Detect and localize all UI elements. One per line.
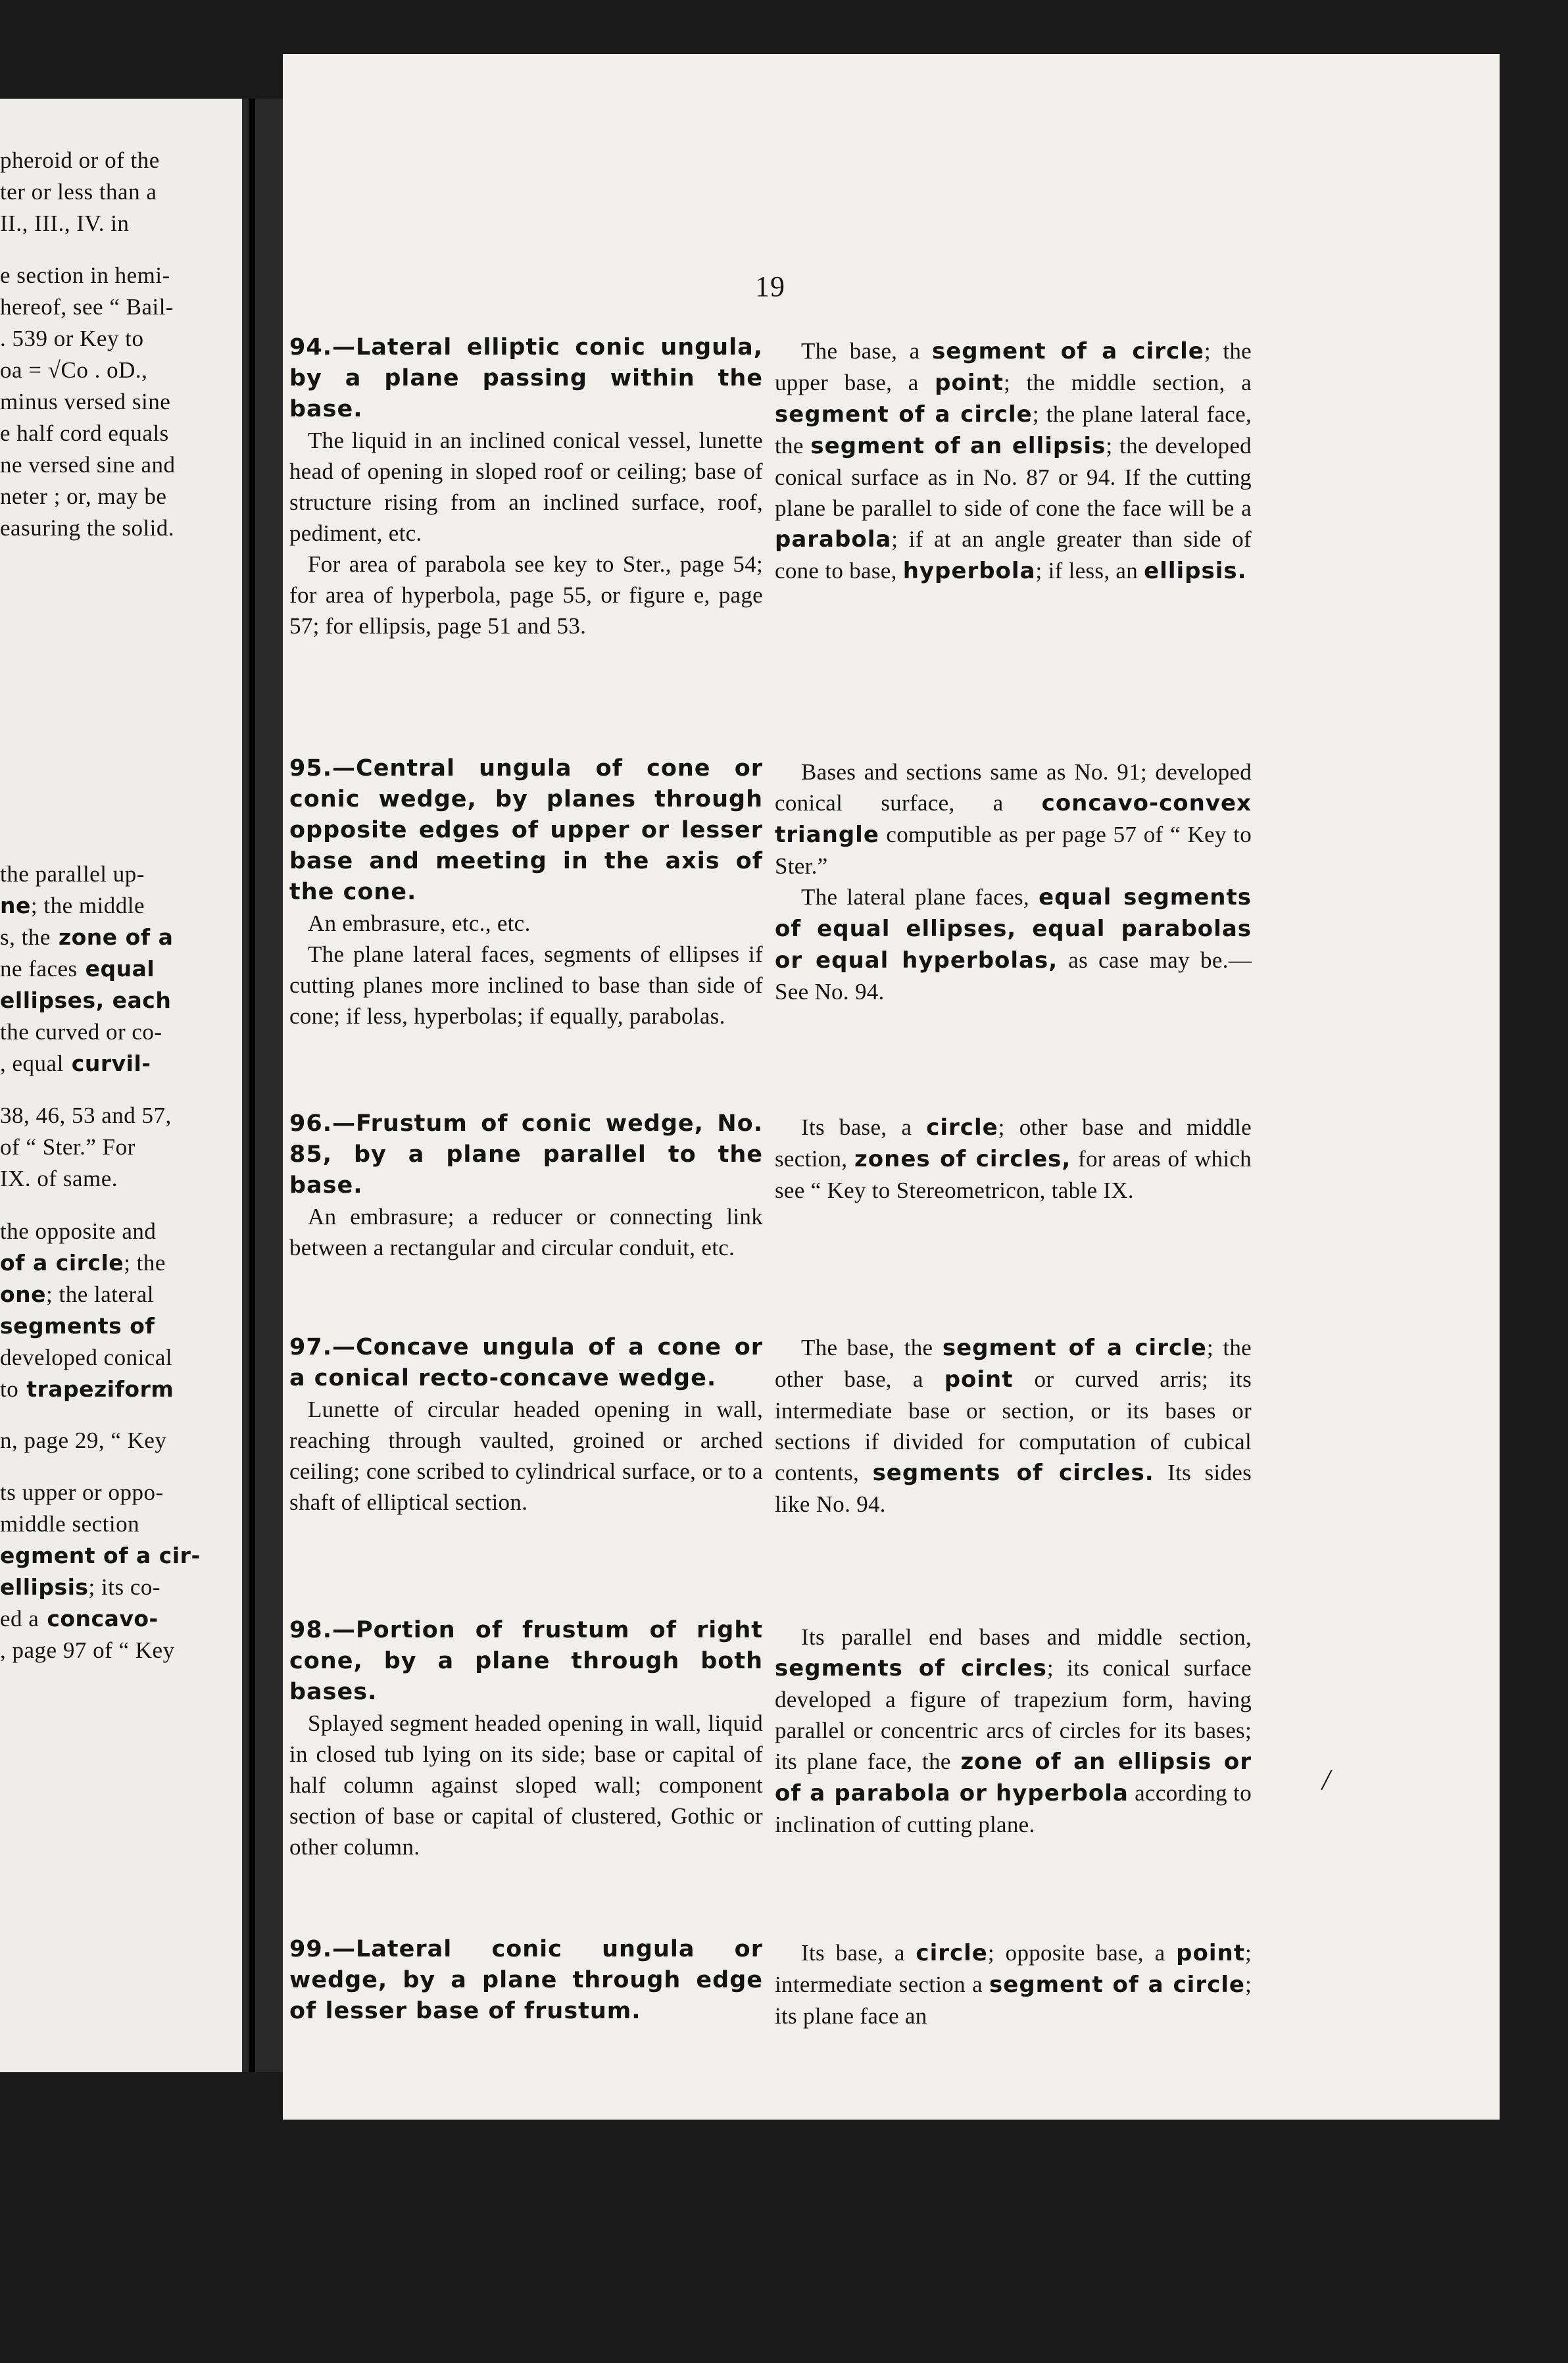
facing-page-line (0, 1132, 242, 1163)
entry-97-desc-text (775, 1332, 1252, 1520)
facing-page-bold: zone of a (50, 924, 174, 950)
facing-page-text: 38, 46, 53 and 57, (0, 1103, 172, 1128)
entry-95-body-1: An embrasure, etc., etc. (308, 910, 531, 936)
facing-page-text: pheroid or of the (0, 147, 160, 173)
entry-95-desc-text-2 (775, 882, 1252, 1007)
margin-mark: / (1322, 1764, 1331, 1796)
entry-98-heading: 98.—Portion of frustum of right cone, by a plane through both bases. (289, 1617, 763, 1705)
bold-term: segment of a circle (775, 401, 1033, 428)
facing-page-bold: ne (0, 893, 31, 918)
facing-page-text: IX. of same. (0, 1166, 118, 1191)
facing-page-text: . 539 or Key to (0, 326, 144, 351)
facing-page-text: neter ; or, may be (0, 484, 167, 509)
entry-96-description (775, 1112, 1252, 1206)
entry-95-text (289, 753, 763, 1032)
bold-term: segments of circles. (872, 1460, 1154, 1486)
text-run: Its base, a (801, 1114, 927, 1140)
facing-page-line (0, 1572, 242, 1603)
entry-94-body-2: For area of parabola see key to Ster., page 54; for area of hyperbola, page 55, or figure e, page 57; for ellipsis, page 51 and 53. (289, 551, 763, 639)
facing-page-line (0, 355, 242, 386)
facing-page-text: developed conical (0, 1345, 173, 1370)
text-run: ; its plane face an (775, 1972, 1252, 2029)
facing-page-text: of “ Ster.” For (0, 1134, 135, 1160)
bold-term: point (935, 370, 1004, 396)
text-run: ; other base and middle section, (775, 1114, 1252, 1172)
facing-page-line (0, 1100, 242, 1132)
facing-page-text: ; its co- (88, 1574, 161, 1600)
text-run: ; the plane lateral face, the (775, 401, 1252, 459)
facing-page-text: n, page 29, “ Key (0, 1428, 167, 1453)
text-run: Bases and sections same as No. 91; developed conical surface, a (775, 759, 1252, 816)
entry-96-heading: 96.—Frustum of conic wedge, No. 85, by a plane parallel to the base. (289, 1110, 763, 1199)
entry-98-description (775, 1622, 1252, 1840)
text-run: ; the middle section, a (1003, 370, 1252, 395)
facing-page-line (0, 1508, 242, 1540)
facing-page-fragment (0, 99, 242, 2072)
bold-term: segment of a circle (942, 1335, 1207, 1361)
entry-98-desc-text (775, 1622, 1252, 1840)
text-run: The base, the (801, 1335, 943, 1360)
text-run: The lateral plane faces, (801, 884, 1039, 910)
facing-page-text: e half cord equals (0, 420, 169, 446)
facing-page-text: s, the (0, 924, 51, 950)
bold-term: zones of circles, (854, 1146, 1071, 1172)
bold-term: point (944, 1366, 1014, 1393)
facing-page-text: ; the lateral (46, 1281, 154, 1307)
facing-page-bold: concavo- (39, 1606, 159, 1631)
entry-99-desc-text (775, 1937, 1252, 2031)
facing-page-bold: segments of (0, 1313, 155, 1339)
facing-page-line (0, 953, 242, 985)
facing-page-line (0, 1425, 242, 1456)
text-run: Its sides like No. 94. (775, 1460, 1252, 1517)
entry-95-description (775, 757, 1252, 1007)
facing-page-text: ne faces (0, 956, 78, 982)
facing-page-text: the curved or co- (0, 1019, 162, 1045)
facing-page-line (0, 922, 242, 953)
entry-94-text (289, 332, 763, 641)
facing-page-line (0, 1163, 242, 1195)
facing-page-bold: ellipsis (0, 1574, 89, 1600)
entry-97-description (775, 1332, 1252, 1520)
facing-page-text: ts upper or oppo- (0, 1480, 164, 1505)
facing-page-line (0, 1247, 242, 1279)
facing-page-bold: one (0, 1281, 47, 1307)
entry-96-desc-text (775, 1112, 1252, 1206)
entry-97-body-1: Lunette of circular headed opening in wall, reaching through vaulted, groined or arched ceiling; cone scribed to cylindrical surface, or to a shaft of elliptical section. (289, 1397, 763, 1515)
facing-page-text: ; the (124, 1250, 166, 1276)
facing-page-line (0, 1635, 242, 1666)
bold-term: equal segments of equal ellipses, equal parabolas or equal hyperbolas, (775, 884, 1252, 974)
entry-95-heading: 95.—Central ungula of cone or conic wedge, by planes through opposite edges of upper or lesser base and meeting in the axis of the cone. (289, 755, 763, 905)
facing-page-text: ne versed sine and (0, 452, 176, 478)
text-run: ; opposite base, a (987, 1940, 1177, 1966)
facing-page-bold: trapeziform (18, 1376, 174, 1402)
facing-page-line (0, 1477, 242, 1508)
facing-page-line (0, 260, 242, 291)
facing-page-line (0, 208, 242, 239)
bold-term: segments of circles (775, 1655, 1047, 1681)
bold-term: segment of a circle (989, 1972, 1245, 1998)
facing-page-text: ; the middle (30, 893, 145, 918)
facing-page-bold: ellipses, each (0, 987, 172, 1013)
bold-term: segment of a circle (931, 338, 1204, 364)
facing-page-text: e section in hemi- (0, 262, 170, 288)
facing-page-line (0, 1342, 242, 1374)
entry-99-description (775, 1937, 1252, 2031)
facing-page-text: ter or less than a (0, 179, 157, 205)
facing-page-line (0, 858, 242, 890)
facing-page-line (0, 1603, 242, 1635)
entry-94-heading: 94.—Lateral elliptic conic ungula, by a plane passing within the base. (289, 334, 763, 422)
bold-term: zone of an ellipsis or of a parabola or hyperbola (775, 1749, 1252, 1806)
facing-page-line (0, 291, 242, 323)
text-run: or curved arris; its intermediate base or section, or its bases or sections if divided for computation of cubical contents, (775, 1366, 1252, 1485)
entry-97-text (289, 1332, 763, 1518)
bold-term: ellipsis. (1144, 558, 1247, 584)
facing-page-text: , equal (0, 1051, 64, 1076)
facing-page-text: oa = √Co . oD., (0, 357, 148, 383)
facing-page-line (0, 386, 242, 418)
entry-94-body-1: The liquid in an inclined conical vessel, lunette head of opening in sloped roof or ceiling; base of structure rising from an inclined surface, roof, pediment, etc. (289, 428, 763, 546)
text-run: ; intermediate section a (775, 1940, 1252, 1997)
entry-94-desc-text (775, 336, 1252, 587)
facing-page-line (0, 449, 242, 481)
facing-page-bold: curvil- (63, 1051, 151, 1076)
bold-term: segment of an ellipsis (810, 433, 1106, 459)
text-run: for areas of which see “ Key to Stereometricon, table IX. (775, 1146, 1252, 1203)
entry-99-heading: 99.—Lateral conic ungula or wedge, by a plane through edge of lesser base of frustum. (289, 1936, 763, 2024)
text-run: according to inclination of cutting plane. (775, 1780, 1252, 1837)
facing-page-line (0, 418, 242, 449)
facing-page-bold: of a circle (0, 1250, 124, 1276)
bold-term: circle (926, 1114, 998, 1141)
entry-95-body-2: The plane lateral faces, segments of ellipses if cutting planes more inclined to base than side of cone; if less, hyperbolas; if equally, parabolas. (289, 941, 763, 1029)
facing-page-line (0, 985, 242, 1016)
entry-94-description (775, 336, 1252, 587)
facing-page-text: middle section (0, 1511, 140, 1537)
entry-95-desc-text (775, 757, 1252, 882)
facing-page-text: the parallel up- (0, 861, 145, 887)
facing-page-line (0, 890, 242, 922)
bold-term: circle (916, 1940, 988, 1966)
facing-page-text: II., III., IV. in (0, 211, 130, 236)
facing-page-bold: equal (77, 956, 155, 982)
entry-97-heading: 97.—Concave ungula of a cone or a conical recto-concave wedge. (289, 1334, 763, 1391)
text-run: ; if at an angle greater than side of cone to base, (775, 526, 1252, 584)
text-run: Its base, a (801, 1940, 916, 1966)
entry-99-text (289, 1934, 763, 2027)
facing-page-line (0, 512, 242, 544)
facing-page-line (0, 323, 242, 355)
facing-page-text: minus versed sine (0, 389, 171, 414)
bold-term: parabola (775, 526, 892, 553)
entry-96-body-1: An embrasure; a reducer or connecting link between a rectangular and circular conduit, etc. (289, 1204, 763, 1260)
text-run: ; if less, an (1035, 558, 1144, 584)
entry-98-text (289, 1615, 763, 1862)
text-run: ; the other base, a (775, 1335, 1252, 1392)
facing-page-line (0, 1016, 242, 1048)
facing-page-text: the opposite and (0, 1218, 157, 1244)
facing-page-line (0, 1310, 242, 1342)
facing-page-text: , page 97 of “ Key (0, 1637, 175, 1663)
facing-page-text: hereof, see “ Bail- (0, 294, 174, 320)
text-run: ; its conical surface developed a figure of trapezium form, having parallel or concentric arcs of circles for its bases; its plane face, the (775, 1655, 1252, 1774)
facing-page-text: ed a (0, 1606, 39, 1631)
facing-page-line (0, 176, 242, 208)
facing-page-text: to (0, 1376, 19, 1402)
text-run: ; the developed conical surface as in No. 87 or 94. If the cutting plane be parallel to side of cone the face will be a (775, 433, 1252, 521)
facing-page-line (0, 145, 242, 176)
facing-page-line (0, 1048, 242, 1080)
facing-page-text: easuring the solid. (0, 515, 175, 541)
page-number: 19 (755, 270, 785, 303)
entry-96-text (289, 1108, 763, 1263)
text-run: Its parallel end bases and middle section, (801, 1624, 1252, 1650)
facing-page-line (0, 1216, 242, 1247)
text-run: as case may be.—See No. 94. (775, 947, 1252, 1005)
facing-page-line (0, 1374, 242, 1405)
facing-page-bold: egment of a cir- (0, 1543, 201, 1568)
text-run: The base, a (801, 338, 932, 364)
facing-page-line (0, 1279, 242, 1310)
bold-term: point (1176, 1940, 1245, 1966)
bold-term: hyperbola (902, 558, 1036, 584)
text-run: ; the upper base, a (775, 338, 1252, 395)
bold-term: concavo-convex triangle (775, 790, 1252, 848)
entry-98-body-1: Splayed segment headed opening in wall, liquid in closed tub lying on its side; base or capital of half column against sloped wall; component section of base or capital of clustered, Gothic or other column. (289, 1710, 763, 1860)
facing-page-line (0, 481, 242, 512)
facing-page-line (0, 1540, 242, 1572)
text-run: computible as per page 57 of “ Key to Ster.” (775, 822, 1252, 879)
gutter-shadow-line (249, 99, 255, 2072)
